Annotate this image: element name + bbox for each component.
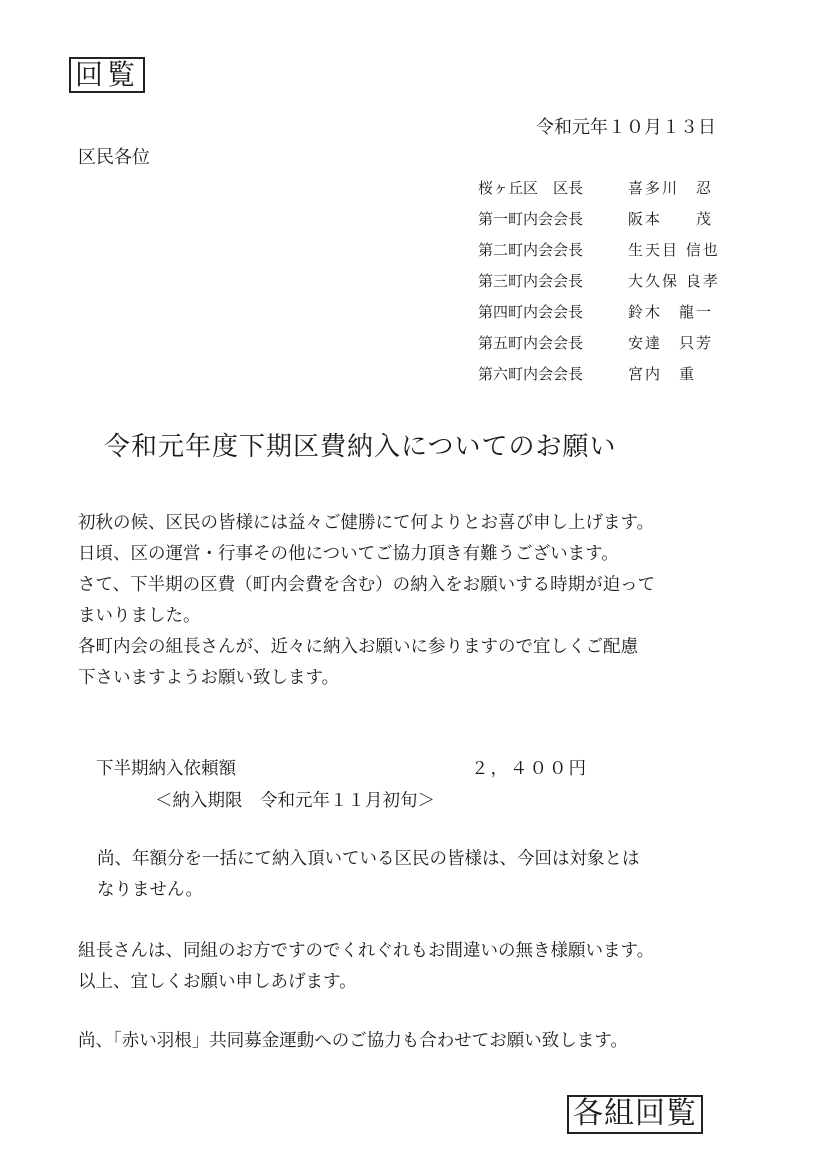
- group-leader-note: [78, 936, 738, 998]
- body-line: さて、下半期の区費（町内会費を含む）の納入をお願いする時期が迫って: [78, 575, 656, 595]
- signer-row: [478, 296, 720, 327]
- group-circulation-stamp: 各組回覧: [567, 1095, 703, 1134]
- issue-date: 令和元年１０月１３日: [536, 117, 716, 138]
- body-line: 各町内会の組長さんが、近々に納入お願いに参りますので宜しくご配慮: [78, 637, 638, 657]
- signer-name: 生天目 信也: [628, 241, 720, 259]
- body-line: まいりました。: [78, 606, 201, 626]
- amount-row: [96, 755, 588, 780]
- signer-name: 大久保 良孝: [628, 272, 720, 290]
- amount-label: 下半期納入依頼額: [96, 759, 236, 779]
- signer-row: [478, 203, 720, 234]
- signer-role: 第二町内会会長: [478, 241, 584, 259]
- exemption-note: [97, 844, 717, 906]
- signer-role: 第五町内会会長: [478, 334, 584, 352]
- signer-name: 安達 只芳: [628, 334, 714, 352]
- signer-role: 第三町内会会長: [478, 272, 584, 290]
- signer-row: [478, 234, 720, 265]
- signers-list: [478, 172, 720, 389]
- signer-name: 喜多川 忍: [628, 179, 714, 197]
- signer-name: 阪本 茂: [628, 210, 714, 228]
- signer-name: 宮内 重: [628, 365, 697, 383]
- signer-role: 第一町内会会長: [478, 210, 584, 228]
- leader-line: 組長さんは、同組のお方ですのでくれぐれもお間違いの無き様願います。: [78, 941, 655, 961]
- signer-role: 第六町内会会長: [478, 365, 584, 383]
- recipient: 区民各位: [78, 147, 150, 168]
- body-text: [78, 508, 738, 694]
- note-line: 尚、年額分を一括にて納入頂いている区民の皆様は、今回は対象とは: [97, 849, 640, 869]
- signer-name: 鈴木 龍一: [628, 303, 714, 321]
- body-line: 下さいますようお願い致します。: [78, 668, 340, 688]
- amount-value: ２，４００円: [471, 759, 588, 779]
- signer-row: [478, 172, 720, 203]
- signer-role: 第四町内会会長: [478, 303, 584, 321]
- body-line: 初秋の候、区民の皆様には益々ご健勝にて何よりとお喜び申し上げます。: [78, 513, 655, 533]
- circulation-stamp: 回覧: [69, 57, 145, 93]
- signer-role: 桜ヶ丘区 区長: [478, 179, 584, 197]
- body-line: 日頃、区の運営・行事その他についてご協力頂き有難うございます。: [78, 544, 619, 564]
- note-line: なりません。: [97, 880, 204, 900]
- payment-deadline: ＜納入期限 令和元年１１月初旬＞: [155, 791, 435, 811]
- leader-line: 以上、宜しくお願い申しあげます。: [78, 972, 357, 992]
- document-title: 令和元年度下期区費納入についてのお願い: [104, 432, 617, 462]
- signer-row: [478, 265, 720, 296]
- red-feather-note: 尚、「赤い羽根」共同募金運動へのご協力も合わせてお願い致します。: [78, 1031, 628, 1051]
- signer-row: [478, 358, 720, 389]
- signer-row: [478, 327, 720, 358]
